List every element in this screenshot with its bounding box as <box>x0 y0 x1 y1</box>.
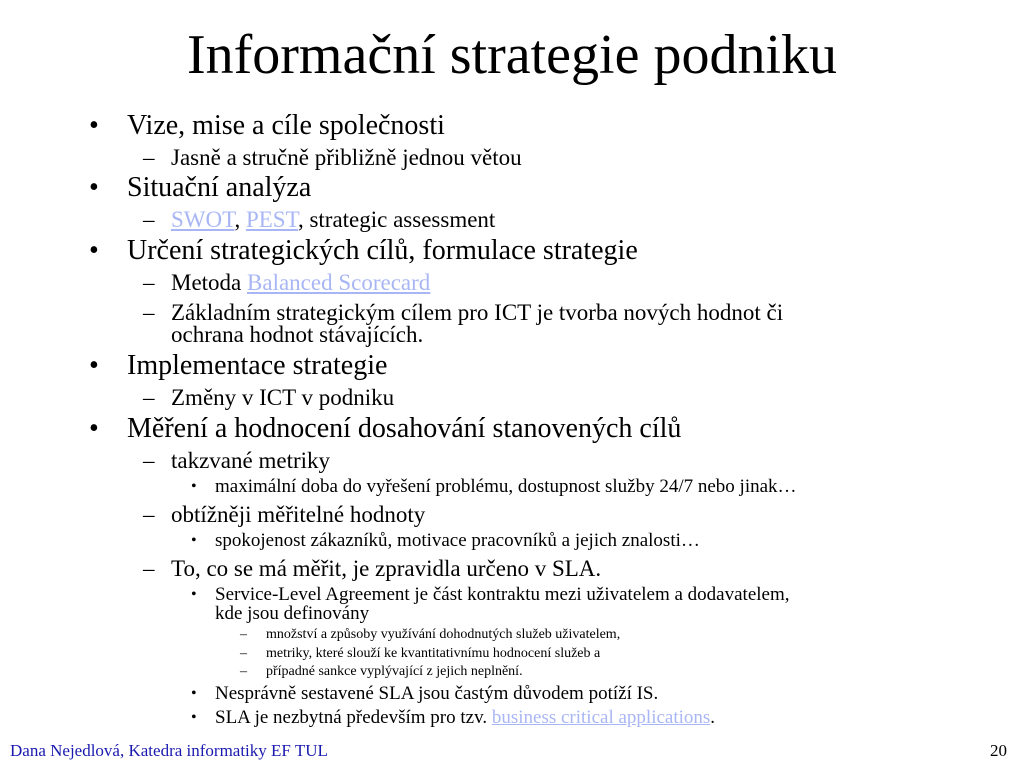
subitem-text: Jasně a stručně přibližně jednou větou <box>171 145 522 170</box>
subsubitem-satisfaction <box>191 530 700 551</box>
detail-text: případné sankce vyplývající z jejich neplnění. <box>266 664 523 679</box>
bullet-mark: • <box>89 413 99 444</box>
detail-item-quantity <box>240 627 621 643</box>
bullet-mark: • <box>191 685 197 702</box>
dash-mark: – <box>143 448 155 473</box>
detail-text: množství a způsoby využívání dohodnutých služeb uživatelem, <box>266 627 621 642</box>
subitem-text: Změny v ICT v podniku <box>171 385 395 410</box>
footer-author: Dana Nejedlová, Katedra informatiky EF TUL <box>10 741 328 760</box>
detail-text: metriky, které slouží ke kvantitativnímu hodnocení služeb a <box>266 646 601 661</box>
subsubitem-text: Service-Level Agreement je část kontraktu mezi uživatelem a dodavatelem, <box>215 584 790 605</box>
slide-title: Informační strategie podniku <box>186 24 837 86</box>
dash-mark: – <box>143 207 155 232</box>
bullet-mark: • <box>89 235 99 266</box>
subsubitem-text: kde jsou definovány <box>215 603 370 624</box>
subsubitem-text: SLA je nezbytná především pro tzv. <box>215 707 492 728</box>
dash-mark: – <box>240 646 247 661</box>
subitem-analysis-methods <box>143 207 496 233</box>
subsubitem-text: spokojenost zákazníků, motivace pracovníků a jejich znalosti… <box>215 530 700 551</box>
subitem-text: Metoda <box>171 270 248 295</box>
separator-text: , <box>234 207 246 232</box>
subitem-sla <box>143 556 602 582</box>
dash-mark: – <box>143 270 155 295</box>
bullet-mark: • <box>89 110 99 141</box>
bullet-mark: • <box>89 172 99 203</box>
subsubitem-incorrect-sla <box>191 683 659 704</box>
bullet-text: Implementace strategie <box>127 350 388 381</box>
bullet-text: Určení strategických cílů, formulace strategie <box>127 235 638 266</box>
dash-mark: – <box>143 145 155 170</box>
subitem-method <box>143 270 431 296</box>
subitem-hard-to-measure <box>143 502 426 528</box>
dash-mark: – <box>143 556 155 581</box>
subitem-text: , strategic assessment <box>297 207 496 232</box>
bullet-mark: • <box>191 586 197 603</box>
subsubitem-text-end: . <box>710 707 716 728</box>
bullet-mark: • <box>191 709 197 726</box>
bullet-mark: • <box>89 350 99 381</box>
subitem-vision-desc <box>143 145 522 171</box>
subitem-text: Základním strategickým cílem pro ICT je tvorba nových hodnot či <box>171 300 784 325</box>
subsubitem-sla-critical <box>191 707 716 728</box>
bullet-text: Vize, mise a cíle společnosti <box>127 110 445 141</box>
bullet-situation <box>89 172 312 204</box>
dash-mark: – <box>143 300 155 325</box>
subsubitem-text: Nesprávně sestavené SLA jsou častým důvodem potíží IS. <box>215 683 659 704</box>
subsubitem-metrics-example <box>191 476 797 497</box>
subitem-text: obtížněji měřitelné hodnoty <box>171 502 426 527</box>
bullet-measurement <box>89 413 682 445</box>
dash-mark: – <box>240 627 247 642</box>
balanced-scorecard-link[interactable]: Balanced Scorecard <box>247 270 431 295</box>
swot-link[interactable]: SWOT <box>171 207 235 232</box>
pest-link[interactable]: PEST <box>245 207 298 232</box>
bullet-text: Situační analýza <box>127 172 312 203</box>
bullet-text: Měření a hodnocení dosahování stanovených cílů <box>127 413 682 444</box>
detail-item-metrics <box>240 646 601 662</box>
subitem-text: ochrana hodnot stávajících. <box>171 322 424 347</box>
subsubitem-text: maximální doba do vyřešení problému, dostupnost služby 24/7 nebo jinak… <box>215 476 797 497</box>
business-critical-applications-link[interactable]: business critical applications <box>491 707 711 728</box>
dash-mark: – <box>240 664 247 679</box>
bullet-mark: • <box>191 478 197 495</box>
subitem-text: takzvané metriky <box>171 448 331 473</box>
subitem-text: To, co se má měřit, je zpravidla určeno v SLA. <box>171 556 602 581</box>
page-number: 20 <box>990 741 1007 760</box>
bullet-implementation <box>89 350 388 382</box>
subitem-ict-changes <box>143 385 395 411</box>
subsubitem-sla-definition <box>191 584 790 605</box>
dash-mark: – <box>143 502 155 527</box>
detail-item-sanctions <box>240 664 523 680</box>
subitem-ict-goal-cont <box>171 322 423 348</box>
bullet-strategy <box>89 235 638 267</box>
bullet-mark: • <box>191 532 197 549</box>
bullet-vision <box>89 110 445 142</box>
dash-mark: – <box>143 385 155 410</box>
subsubitem-sla-definition-cont <box>215 604 369 624</box>
subitem-metrics <box>143 448 331 474</box>
